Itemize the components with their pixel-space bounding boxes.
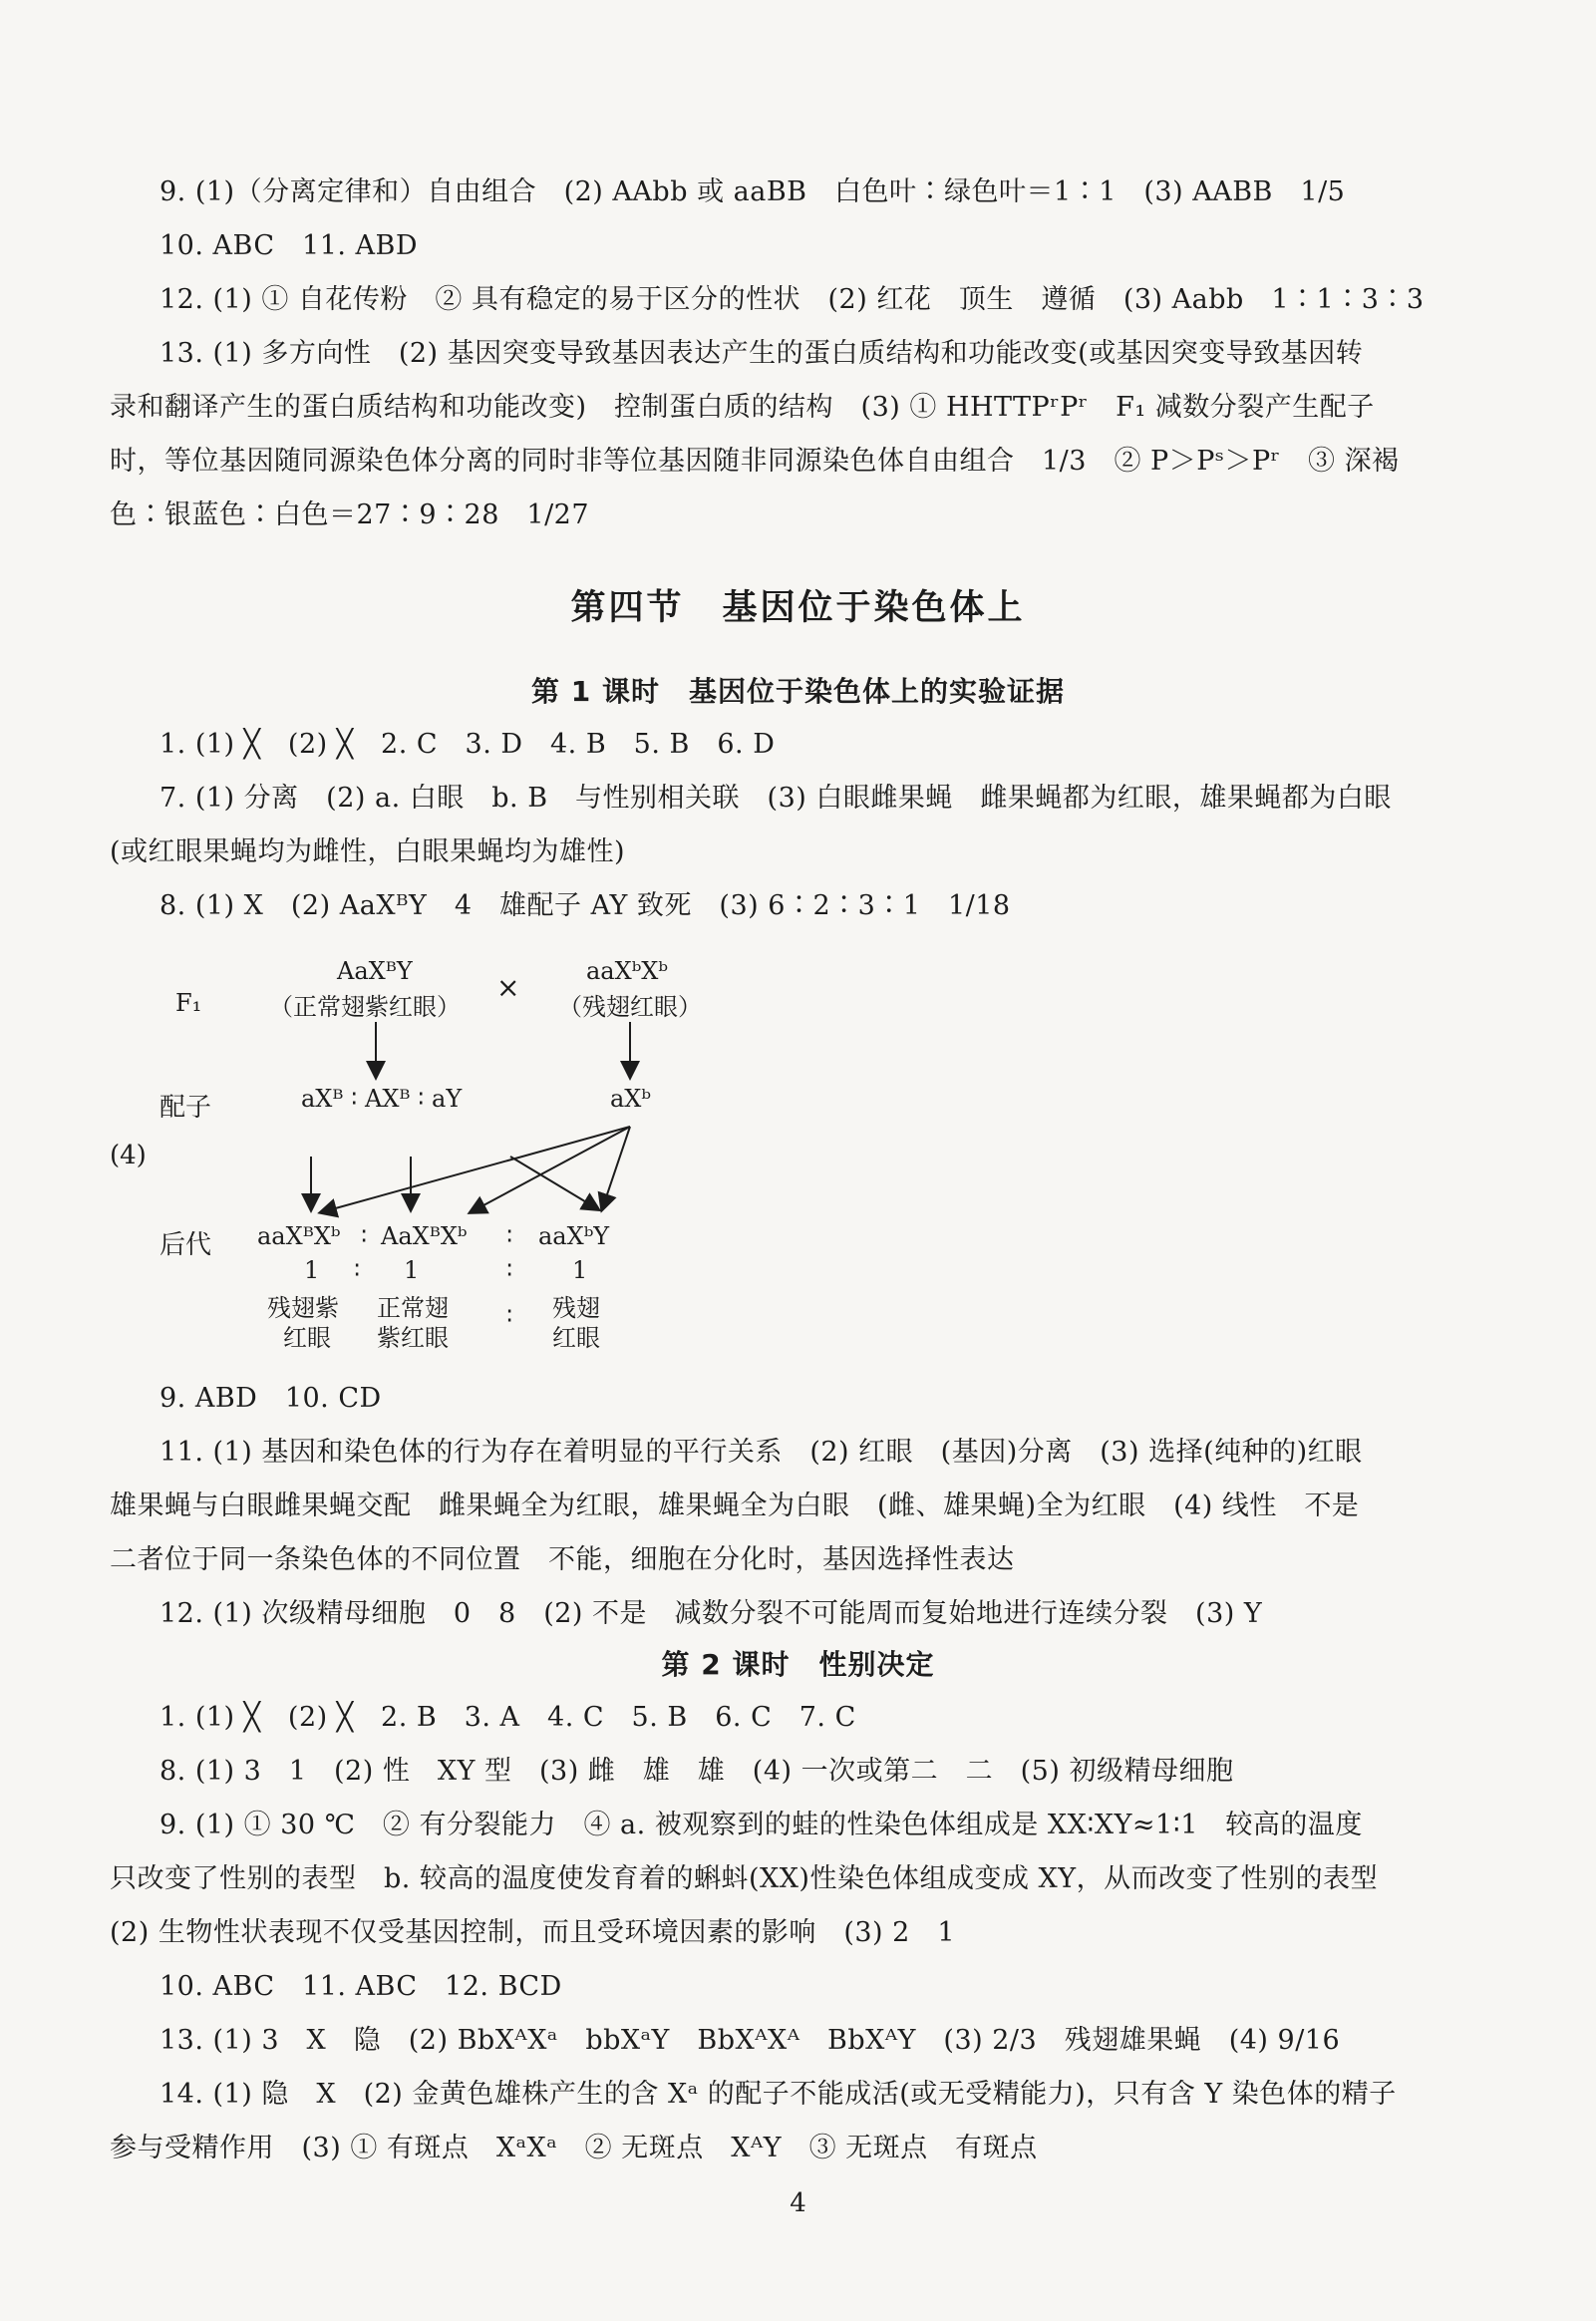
part-4-label: (4) <box>110 1141 147 1170</box>
offspring-2-genotype: AaXᴮXᵇ <box>381 1222 468 1250</box>
answer-9: 9. (1)（分离定律和）自由组合 (2) AAbb 或 aaBB 白色叶∶绿色叶＝1∶1 (3) AABB 1/5 <box>160 176 1346 207</box>
answer-13-line4: 色∶银蓝色∶白色＝27∶9∶28 1/27 <box>110 499 590 530</box>
lesson2-answer-9-line1: 9. (1) ① 30 ℃ ② 有分裂能力 ④ a. 被观察到的蛙的性染色体组成是 XX∶XY≈1∶1 较高的温度 <box>160 1810 1363 1840</box>
gamete-label: 配子 <box>160 1093 212 1123</box>
offspring-3-genotype: aaXᵇY <box>538 1222 610 1250</box>
lesson1-answer-8: 8. (1) X (2) AaXᴮY 4 雄配子 AY 致死 (3) 6∶2∶3∶1 1/18 <box>160 890 1011 921</box>
answer-13-line2: 录和翻译产生的蛋白质结构和功能改变) 控制蛋白质的结构 (3) ① HHTTPʳPʳ F₁ 减数分裂产生配子 <box>110 392 1375 423</box>
phenotype-3-line2: 红眼 <box>552 1324 600 1352</box>
phenotype-1-line2: 红眼 <box>283 1324 331 1352</box>
lesson-2-title: 第 2 课时 性别决定 <box>661 1648 935 1681</box>
answer-13-line1: 13. (1) 多方向性 (2) 基因突变导致基因表达产生的蛋白质结构和功能改变(或基因突变导致基因转 <box>160 338 1364 369</box>
phenotype-colon: ∶ <box>506 1302 513 1330</box>
lesson2-answer-8: 8. (1) 3 1 (2) 性 XY 型 (3) 雌 雄 雄 (4) 一次或第二 二 (5) 初级精母细胞 <box>160 1756 1234 1787</box>
section-title: 第四节 基因位于染色体上 <box>570 588 1026 628</box>
lesson2-answer-13: 13. (1) 3 X 隐 (2) BbXᴬXᵃ bbXᵃY BbXᴬXᴬ BbXᴬY (3) 2/3 残翅雄果蝇 (4) 9/16 <box>160 2025 1341 2056</box>
offspring-colon-2: ∶ <box>506 1222 513 1250</box>
answer-10-11: 10. ABC 11. ABD <box>160 230 419 261</box>
phenotype-3-line1: 残翅 <box>552 1294 600 1322</box>
lesson1-answer-12: 12. (1) 次级精母细胞 0 8 (2) 不是 减数分裂不可能周而复始地进行连续分裂 (3) Y <box>160 1598 1263 1629</box>
ratio-1: 1 <box>304 1256 320 1284</box>
lesson1-answer-9-10: 9. ABD 10. CD <box>160 1383 382 1414</box>
lesson1-answer-7-line1: 7. (1) 分离 (2) a. 白眼 b. B 与性别相关联 (3) 白眼雌果蝇 雌果蝇都为红眼，雄果蝇都为白眼 <box>160 783 1392 814</box>
lesson2-answer-14-line1: 14. (1) 隐 X (2) 金黄色雄株产生的含 Xᵃ 的配子不能成活(或无受精能力)，只有含 Y 染色体的精子 <box>160 2079 1397 2110</box>
lesson1-answer-11-line2: 雄果蝇与白眼雌果蝇交配 雌果蝇全为红眼，雄果蝇全为白眼 (雌、雄果蝇)全为红眼 (4) 线性 不是 <box>110 1491 1360 1521</box>
ratio-colon-2: ∶ <box>506 1256 513 1284</box>
phenotype-1-line1: 残翅紫 <box>267 1294 339 1322</box>
parent-female-genotype: aaXᵇXᵇ <box>586 957 668 985</box>
cross-arrows <box>0 927 1596 1366</box>
page-number: 4 <box>790 2188 806 2218</box>
parent-male-genotype: AaXᴮY <box>337 957 413 985</box>
female-gamete: aXᵇ <box>610 1085 651 1113</box>
lesson2-answer-9-line3: (2) 生物性状表现不仅受基因控制，而且受环境因素的影响 (3) 2 1 <box>110 1917 956 1948</box>
ratio-2: 1 <box>404 1256 420 1284</box>
lesson1-answer-11-line3: 二者位于同一条染色体的不同位置 不能，细胞在分化时，基因选择性表达 <box>110 1544 1015 1575</box>
phenotype-2-line2: 紫红眼 <box>377 1324 449 1352</box>
lesson1-answer-11-line1: 11. (1) 基因和染色体的行为存在着明显的平行关系 (2) 红眼 (基因)分离 (3) 选择(纯种的)红眼 <box>160 1437 1363 1468</box>
f1-label: F₁ <box>175 989 202 1017</box>
lesson2-answer-10-12: 10. ABC 11. ABC 12. BCD <box>160 1971 562 2002</box>
offspring-colon-1: ∶ <box>361 1222 368 1250</box>
lesson1-answer-7-line2: (或红眼果蝇均为雌性，白眼果蝇均为雄性) <box>110 836 626 867</box>
offspring-1-genotype: aaXᴮXᵇ <box>257 1222 341 1250</box>
answer-12: 12. (1) ① 自花传粉 ② 具有稳定的易于区分的性状 (2) 红花 顶生 遵循 (3) Aabb 1∶1∶3∶3 <box>160 284 1425 315</box>
lesson2-answer-14-line2: 参与受精作用 (3) ① 有斑点 XᵃXᵃ ② 无斑点 XᴬY ③ 无斑点 有斑点 <box>110 2133 1038 2163</box>
male-gametes: aXᴮ ∶ AXᴮ ∶ aY <box>301 1085 463 1113</box>
ratio-3: 1 <box>572 1256 588 1284</box>
lesson-1-title: 第 1 课时 基因位于染色体上的实验证据 <box>531 675 1065 708</box>
lesson1-answer-1-6: 1. (1) ╳ (2) ╳ 2. C 3. D 4. B 5. B 6. D <box>160 729 776 760</box>
cross-diagram <box>0 927 1596 1366</box>
answer-13-line3: 时，等位基因随同源染色体分离的同时非等位基因随非同源染色体自由组合 1/3 ② P＞Pˢ＞Pʳ ③ 深褐 <box>110 446 1400 477</box>
offspring-label: 后代 <box>160 1230 212 1260</box>
cross-symbol: × <box>496 971 520 1004</box>
phenotype-2-line1: 正常翅 <box>377 1294 449 1322</box>
ratio-colon-1: ∶ <box>354 1256 361 1284</box>
male-phenotype: （正常翅紫红眼） <box>269 993 461 1021</box>
female-phenotype: （残翅红眼） <box>558 993 702 1021</box>
lesson2-answer-1-7: 1. (1) ╳ (2) ╳ 2. B 3. A 4. C 5. B 6. C 7. C <box>160 1702 856 1733</box>
lesson2-answer-9-line2: 只改变了性别的表型 b. 较高的温度使发育着的蝌蚪(XX)性染色体组成变成 XY，从而改变了性别的表型 <box>110 1863 1379 1894</box>
